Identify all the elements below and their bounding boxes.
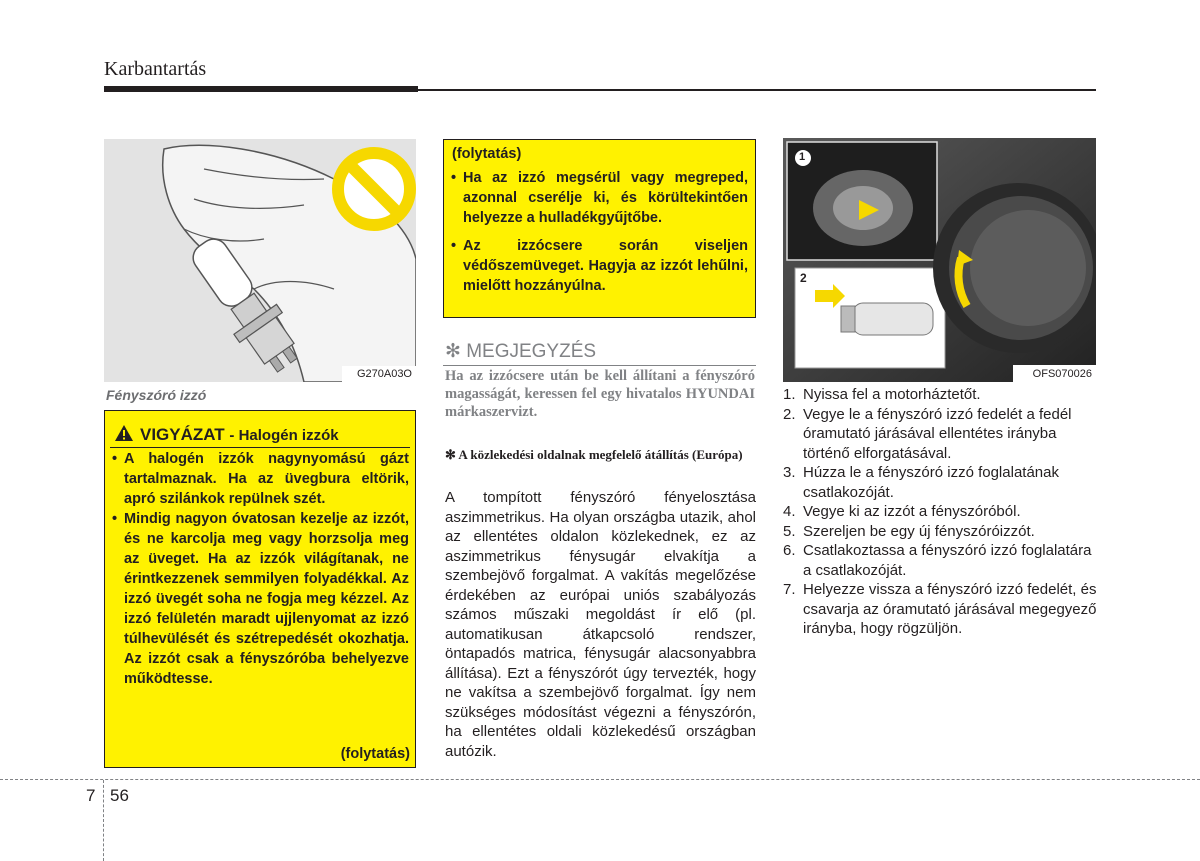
list-item (783, 522, 1097, 542)
traffic-body: A tompított fényszóró fényelosztása aszimmetrikus. Ha olyan országba utazik, ahol az ellentétes oldalon közlekednek, ez az aszimmetrikus fénysugár elvakítja a szembejövő forgalmat. A vakítás megelőzése érdekében az európai uniós szabályozás számos műszaki megoldást ír elő (pl. automatikusan átkapcsoló rendszer, öntapadós matrica, fénysugár alacsonyabbra állítása). Ezt a fényszórót úgy tervezték, hogy ne vakítsa a szembejövő forgalmat. Így nem szükséges módosítást végezni a fényszórón, ha ellentétes oldali közlekedésű országban autózik. (445, 489, 756, 760)
step-text: Nyissa fel a motorháztetőt. (803, 386, 981, 403)
note-symbol-icon: ✻ (445, 341, 461, 362)
continuation-title: (folytatás) (452, 146, 522, 162)
header-rule-thin (418, 89, 1096, 91)
note-divider (443, 365, 756, 366)
page-number: 56 (110, 786, 129, 805)
note-text: Ha az izzócsere után be kell állítani a fényszóró magasságát, keressen fel egy hivatalos HYUNDAI márkaszervizt. (445, 368, 755, 420)
step-number: 3. (783, 464, 796, 481)
hand-holding-bulb-drawing (104, 139, 416, 382)
footer-divider (103, 780, 104, 861)
warning-triangle-icon (114, 424, 134, 442)
step-number: 4. (783, 503, 796, 520)
list-item (783, 405, 1097, 464)
step-number: 6. (783, 542, 796, 559)
step-text: Vegye ki az izzót a fényszóróból. (803, 503, 1021, 520)
inset-label-2: 2 (800, 271, 807, 285)
warning-title: VIGYÁZAT (140, 425, 225, 444)
figure-caption: Fényszóró izzó (106, 387, 207, 403)
list-item: • A halogén izzók nagynyomású gázt tartalmaznak. Ha az üvegbura eltörik, apró szilánkok repülnek szét. (112, 449, 409, 509)
list-item (783, 580, 1097, 639)
headlight-cover-photo (783, 138, 1096, 382)
header-rule-thick (104, 86, 418, 92)
list-item (783, 541, 1097, 580)
step-text: Csatlakoztassa a fényszóró izzó foglalatára a csatlakozóját. (803, 542, 1092, 579)
headlight-cover-drawing (783, 138, 1096, 382)
note-title: MEGJEGYZÉS (466, 341, 597, 362)
list-item: • Mindig nagyon óvatosan kezelje az izzót, és ne karcolja meg vagy horzsolja meg az üveget. Ha az izzók világítanak, ne érintkezzenek semmilyen folyadékkal. Az izzó üvegét soha ne fogja meg kézzel. Az izzó felületén maradt ujjlenyomat az izzó túlhevülését és szétrepedését okozhatja. Az izzót csak a fényszóróba behelyezve működtesse. (112, 509, 409, 689)
step-number: 7. (783, 581, 796, 598)
figure-code: G270A03O (356, 368, 412, 380)
bulb-handling-illustration (104, 139, 416, 382)
note-heading (445, 340, 596, 363)
step-number: 5. (783, 522, 796, 540)
step-text: Húzza le a fényszóró izzó foglalatának csatlakozóját. (803, 464, 1059, 501)
list-item: • Ha az izzó megsérül vagy megreped, azonnal cserélje ki, és körültekintően helyezze a hulladékgyűjtőbe. (451, 168, 748, 228)
continuation-list (451, 168, 748, 296)
step-number: 1. (783, 386, 796, 403)
step-number: 2. (783, 405, 796, 423)
page-header-title: Karbantartás (104, 58, 207, 80)
procedure-steps (783, 385, 1097, 639)
step-text: Szereljen be egy új fényszóróizzót. (803, 522, 1035, 540)
list-item (783, 463, 1097, 502)
list-item (783, 502, 1097, 522)
warning-continued-label: (folytatás) (340, 746, 410, 762)
step-text: Vegye le a fényszóró izzó fedelét a fedél óramutató járásával ellentétes irányba történő elforgatásával. (803, 405, 1072, 462)
warning-list (112, 449, 409, 689)
chapter-number: 7 (86, 786, 96, 805)
list-item: • Az izzócsere során viseljen védőszemüveget. Hagyja az izzót lehűlni, mielőtt hozzányúlna. (451, 236, 748, 296)
warning-heading (114, 424, 339, 445)
list-item (783, 385, 1097, 405)
footer-rule (0, 779, 1200, 780)
figure-code: OFS070026 (1032, 368, 1092, 380)
prohibition-icon (338, 153, 410, 225)
warning-divider (110, 447, 410, 448)
warning-subtitle: - Halogén izzók (229, 427, 339, 444)
inset-label-1: 1 (799, 151, 806, 163)
traffic-heading: ✻ A közlekedési oldalnak megfelelő átállítás (Európa) (445, 447, 743, 462)
step-text: Helyezze vissza a fényszóró izzó fedelét, és csavarja az óramutató járásával megegyező irányba, hogy rögzüljön. (803, 581, 1097, 637)
